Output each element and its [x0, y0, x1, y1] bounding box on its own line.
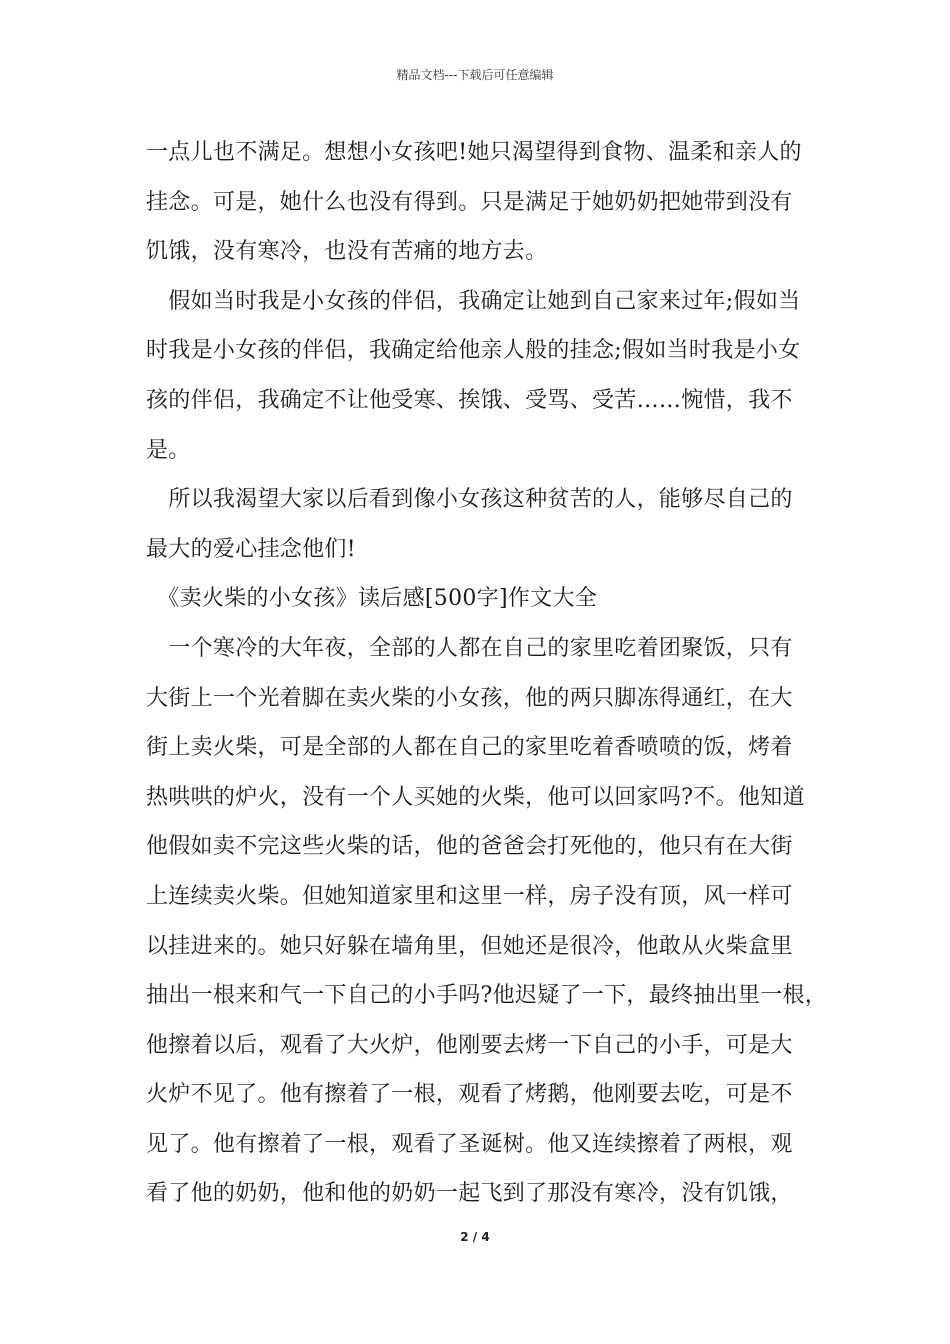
- text-line: 孩的伴侣，我确定不让他受寒、挨饿、受骂、受苦……惋惜，我不: [146, 387, 793, 413]
- text-line: 时我是小女孩的伴侣，我确定给他亲人般的挂念;假如当时我是小女: [146, 338, 801, 364]
- section-title: 《卖火柴的小女孩》读后感[500字]作文大全: [146, 586, 598, 612]
- text-line: 饥饿，没有寒冷，也没有苦痛的地方去。: [146, 239, 548, 265]
- text-line: 一点儿也不满足。想想小女孩吧!她只渴望得到食物、温柔和亲人的: [146, 140, 802, 165]
- text-line: 以挂进来的。她只好躲在墙角里，但她还是很冷，他敢从火柴盒里: [146, 933, 793, 959]
- text-line: 挂念。可是，她什么也没有得到。只是满足于她奶奶把她带到没有: [146, 189, 793, 215]
- text-line: 所以我渴望大家以后看到像小女孩这种贫苦的人，能够尽自己的: [146, 487, 793, 513]
- text-line: 大街上一个光着脚在卖火柴的小女孩，他的两只脚冻得通红，在大: [146, 685, 793, 711]
- text-line: 热哄哄的炉火，没有一个人买她的火柴，他可以回家吗?不。他知道: [146, 784, 805, 810]
- text-line: 见了。他有擦着了一根，观看了圣诞树。他又连续擦着了两根，观: [146, 1131, 793, 1157]
- text-line: 是。: [146, 437, 191, 463]
- document-body: [146, 128, 836, 1219]
- text-line: 最大的爱心挂念他们!: [146, 536, 356, 562]
- page-number: 2 / 4: [460, 1230, 490, 1244]
- text-line: 看了他的奶奶，他和他的奶奶一起飞到了那没有寒冷，没有饥饿，: [146, 1181, 793, 1207]
- text-line: 一个寒冷的大年夜，全部的人都在自己的家里吃着团聚饭，只有: [146, 635, 793, 661]
- text-line: 假如当时我是小女孩的伴侣，我确定让她到自己家来过年;假如当: [146, 288, 801, 314]
- page-header: 精品文档---下载后可任意编辑: [396, 68, 554, 82]
- text-line: 他擦着以后，观看了大火炉，他刚要去烤一下自己的小手，可是大: [146, 1032, 793, 1058]
- text-line: 上连续卖火柴。但她知道家里和这里一样，房子没有顶，风一样可: [146, 883, 793, 909]
- text-line: 火炉不见了。他有擦着了一根，观看了烤鹅，他刚要去吃，可是不: [146, 1082, 793, 1108]
- text-line: 他假如卖不完这些火柴的话，他的爸爸会打死他的，他只有在大街: [146, 834, 793, 860]
- text-line: 抽出一根来和气一下自己的小手吗?他迟疑了一下，最终抽出里一根，: [146, 983, 828, 1009]
- text-line: 街上卖火柴，可是全部的人都在自己的家里吃着香喷喷的饭，烤着: [146, 735, 793, 761]
